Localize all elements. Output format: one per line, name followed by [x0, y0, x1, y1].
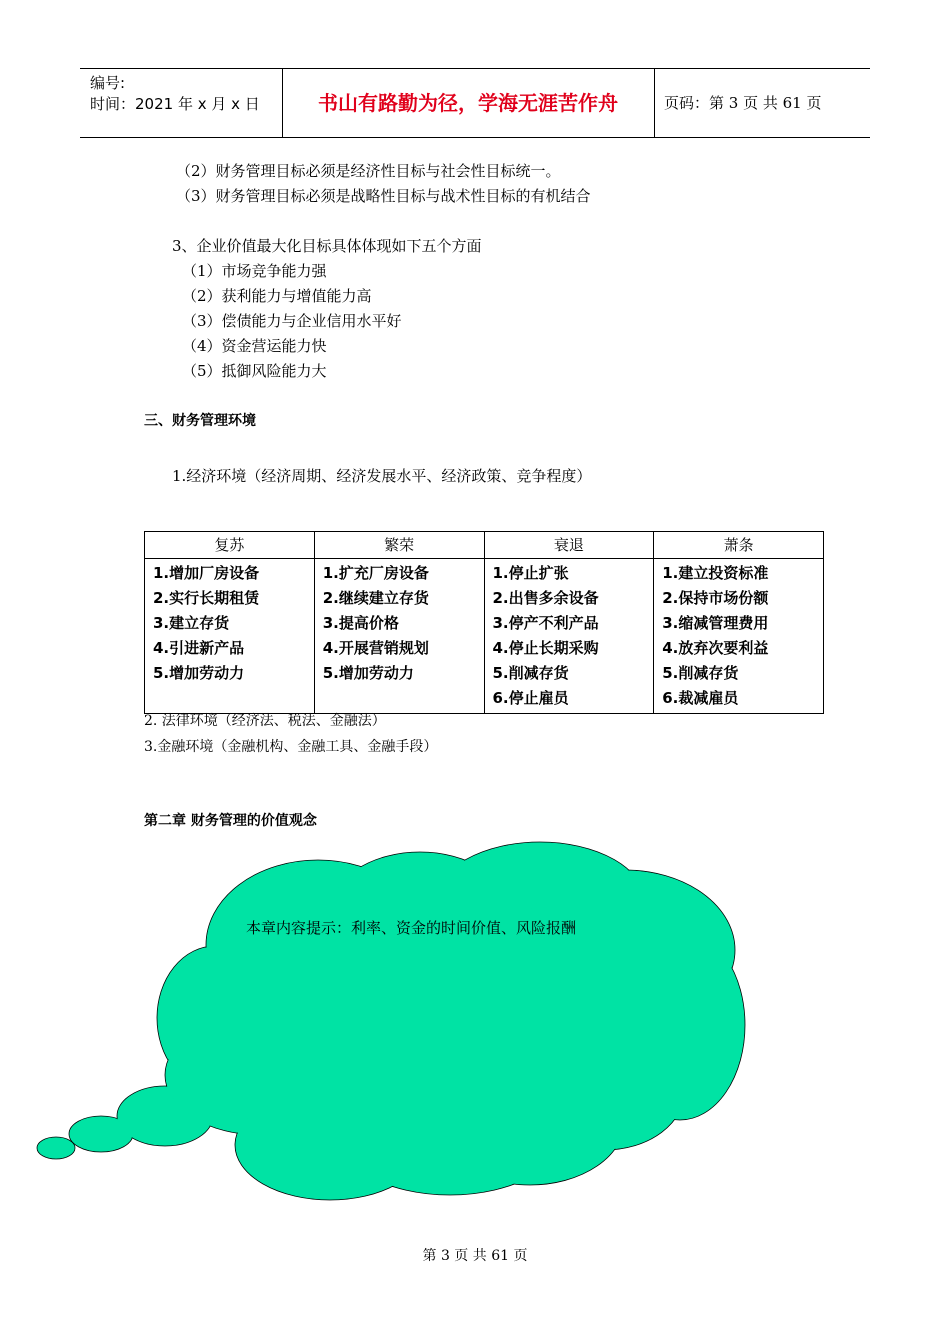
chapter-summary: 本章内容提示：利率、资金的时间价值、风险报酬 [246, 919, 577, 937]
strategy-item: 5.增加劳动力 [153, 664, 245, 682]
column-header: 衰退 [484, 532, 654, 559]
finance-env: 3.金融环境（金融机构、金融工具、金融手段） [144, 739, 438, 755]
column-header: 复苏 [145, 532, 315, 559]
column-header: 繁荣 [314, 532, 484, 559]
value-max-heading: 3、企业价值最大化目标具体体现如下五个方面 [172, 237, 482, 255]
econ-env-heading: 1.经济环境（经济周期、经济发展水平、经济政策、竞争程度） [172, 467, 592, 485]
strategy-item: 5.增加劳动力 [322, 664, 414, 682]
strategy-item: 4.放弃次要利益 [662, 639, 769, 657]
strategy-item: 1.建立投资标准 [662, 564, 769, 582]
doc-number-label: 编号: [90, 74, 126, 92]
column-header: 萧条 [654, 532, 824, 559]
strategy-item: 3.提高价格 [322, 614, 399, 632]
strategy-item: 6.停止雇员 [492, 689, 569, 707]
strategy-item: 3.停产不利产品 [492, 614, 599, 632]
strategy-item: 4.引进新产品 [153, 639, 245, 657]
header-motto: 书山有路勤为径，学海无涯苦作舟 [318, 91, 618, 115]
strategy-item: 5.削减存货 [662, 664, 739, 682]
goal-item-3: （3）财务管理目标必须是战略性目标与战术性目标的有机结合 [176, 187, 591, 205]
doc-date: 时间：2021 年 x 月 x 日 [90, 95, 260, 113]
value-max-item: （3）偿债能力与企业信用水平好 [182, 312, 402, 330]
strategy-item: 3.缩减管理费用 [662, 614, 769, 632]
strategy-item: 1.扩充厂房设备 [322, 564, 429, 582]
strategy-item: 3.建立存货 [153, 614, 230, 632]
strategy-item: 2.实行长期租赁 [153, 589, 260, 607]
value-max-item: （4）资金营运能力快 [182, 337, 327, 355]
strategy-item: 2.保持市场份额 [662, 589, 769, 607]
strategy-item: 4.停止长期采购 [492, 639, 599, 657]
value-max-item: （1）市场竞争能力强 [182, 262, 327, 280]
strategy-item: 6.裁减雇员 [662, 689, 739, 707]
strategy-item: 1.增加厂房设备 [153, 564, 260, 582]
strategy-item: 5.削减存货 [492, 664, 569, 682]
strategy-item: 2.出售多余设备 [492, 589, 599, 607]
legal-env: 2. 法律环境（经济法、税法、金融法） [144, 713, 386, 729]
goal-item-2: （2）财务管理目标必须是经济性目标与社会性目标统一。 [176, 162, 561, 180]
strategy-item: 2.继续建立存货 [322, 589, 429, 607]
strategy-item: 1.停止扩张 [492, 564, 569, 582]
value-max-item: （2）获利能力与增值能力高 [182, 287, 372, 305]
value-max-item: （5）抵御风险能力大 [182, 362, 327, 380]
strategy-item: 4.开展营销规划 [322, 639, 429, 657]
chapter-title: 第二章 财务管理的价值观念 [144, 813, 317, 829]
page-footer: 第 3 页 共 61 页 [422, 1248, 528, 1264]
section-title: 三、财务管理环境 [144, 413, 256, 429]
header-page-info: 页码：第 3 页 共 61 页 [664, 94, 822, 112]
